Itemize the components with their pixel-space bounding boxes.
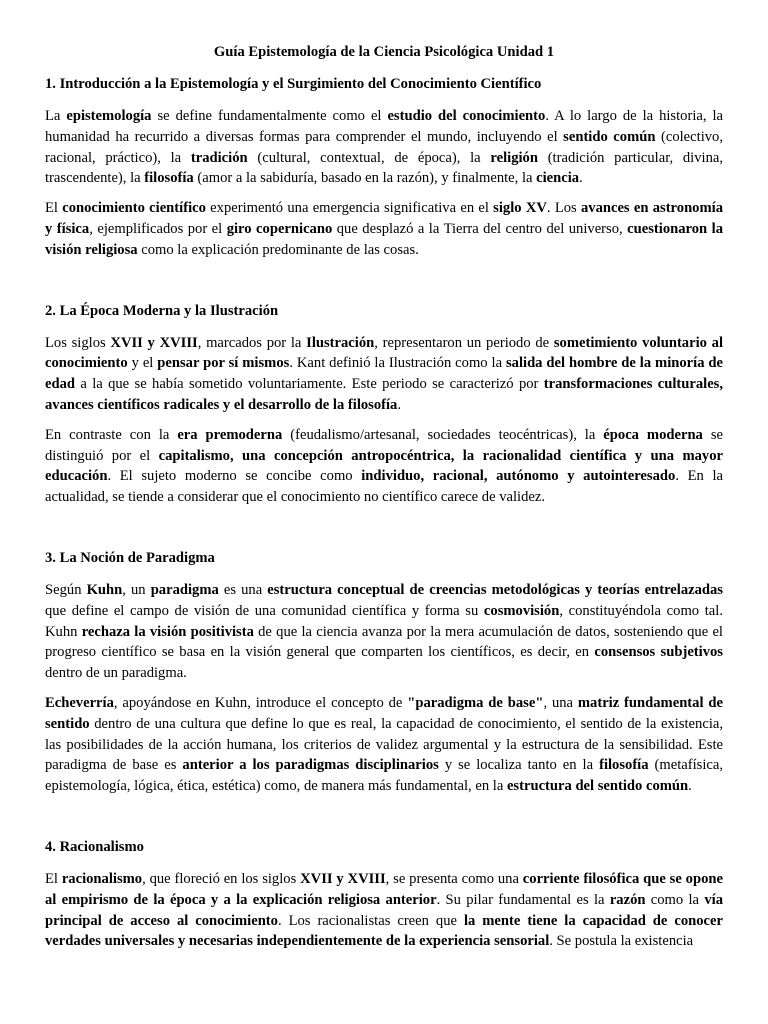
- bold-term: estudio del conocimiento: [387, 108, 546, 124]
- paragraph: [45, 106, 723, 189]
- section-heading: 4. Racionalismo: [45, 838, 144, 855]
- section-1: [45, 74, 723, 261]
- text-run: como la explicación predominante de las cosas.: [137, 241, 419, 258]
- bold-term: filosofía: [144, 170, 194, 187]
- bold-term: anterior a los paradigmas disciplinarios: [182, 757, 439, 774]
- bold-term: sentido común: [563, 128, 656, 145]
- document-page: [45, 42, 723, 961]
- text-run: experimentó una emergencia significativa en el: [205, 200, 494, 217]
- paragraph: [45, 869, 723, 952]
- section-3: [45, 548, 723, 797]
- text-run: se define fundamentalmente como el: [151, 108, 388, 124]
- text-run: y el: [127, 355, 158, 372]
- text-run: , una: [543, 694, 578, 711]
- text-run: se distinguió por el: [45, 426, 723, 464]
- bold-term: "paradigma de base": [407, 694, 544, 711]
- text-run: (tradición particular, divina, trascendente), la: [45, 149, 723, 187]
- bold-term: cuestionaron la visión religiosa: [45, 220, 723, 258]
- bold-term: giro copernicano: [226, 220, 333, 237]
- text-run: (metafísica, epistemología, lógica, ética, estética) como, de manera más fundamental, en la: [45, 757, 724, 795]
- text-run: (colectivo, racional, práctico), la: [45, 128, 723, 166]
- bold-term: época moderna: [603, 426, 703, 443]
- text-run: , representaron un periodo de: [374, 334, 554, 351]
- bold-term: sometimiento voluntario al conocimiento: [45, 334, 724, 372]
- text-run: , marcados por la: [197, 334, 307, 351]
- text-run: El: [45, 870, 62, 887]
- paragraph: [45, 425, 723, 508]
- text-run: que define el campo de visión de una comunidad científica y forma su: [45, 602, 484, 619]
- bold-term: Echeverría: [45, 694, 114, 711]
- bold-term: paradigma: [150, 581, 219, 598]
- bold-term: tradición: [190, 149, 248, 166]
- bold-term: conocimiento científico: [62, 200, 206, 217]
- bold-term: pensar por sí mismos: [157, 355, 290, 372]
- text-run: .: [397, 396, 402, 413]
- text-run: . Los: [546, 200, 581, 217]
- text-run: y se localiza tanto en la: [438, 757, 600, 774]
- text-run: es una: [218, 581, 268, 598]
- text-run: .: [579, 170, 583, 187]
- document-title: Guía Epistemología de la Ciencia Psicológica Unidad 1: [213, 44, 555, 60]
- text-run: (feudalismo/artesanal, sociedades teocéntricas), la: [282, 426, 604, 443]
- text-run: . Su pilar fundamental es la: [436, 891, 610, 908]
- bold-term: Ilustración: [306, 334, 375, 351]
- bold-term: racionalismo: [61, 870, 143, 887]
- text-run: , un: [122, 581, 151, 598]
- text-run: Los siglos: [45, 334, 111, 351]
- bold-term: vía principal de acceso al conocimiento: [45, 891, 723, 929]
- text-run: , que floreció en los siglos: [142, 870, 301, 887]
- bold-term: XVII y XVIII: [110, 334, 198, 351]
- text-run: dentro de un paradigma.: [45, 665, 187, 682]
- bold-term: filosofía: [599, 757, 649, 774]
- text-run: Según: [45, 581, 87, 598]
- text-run: La: [45, 108, 67, 124]
- bold-term: capitalismo, una concepción antropocéntrica, la racionalidad científica y una mayor educación: [45, 447, 723, 485]
- bold-term: transformaciones culturales, avances científicos radicales y el desarrollo de la filosofía: [45, 376, 723, 413]
- text-run: de que la ciencia avanza por la mera acumulación de datos, sosteniendo que el progreso científico se basa en la visión general que comparten los científicos, es decir, en: [45, 623, 723, 661]
- text-run: . A lo largo de la historia, la humanidad ha recurrido a diversas formas para comprender el mundo, incluyendo el: [45, 108, 723, 145]
- bold-term: siglo XV: [493, 200, 547, 217]
- text-run: , se presenta como una: [385, 870, 523, 887]
- text-run: . Se postula la existencia: [549, 933, 694, 950]
- section-heading: 3. La Noción de Paradigma: [45, 549, 215, 566]
- section-heading: 1. Introducción a la Epistemología y el Surgimiento del Conocimiento Científico: [45, 76, 542, 92]
- section-2: [45, 301, 723, 508]
- text-run: . En la actualidad, se tiende a considerar que el conocimiento no científico carece de validez.: [45, 468, 723, 506]
- text-run: dentro de una cultura que define lo que es real, la capacidad de conocimiento, el sentido de la existencia, las posibilidades de la acción humana, los criterios de validez argumental y la estructura de la sensibilidad. Este paradigma de base es: [45, 715, 723, 774]
- bold-term: avances en astronomía y física: [45, 200, 723, 237]
- text-run: El: [45, 200, 63, 217]
- bold-term: estructura conceptual de creencias metodológicas y teorías entrelazadas: [267, 581, 723, 598]
- paragraph: [45, 693, 723, 797]
- bold-term: ciencia: [536, 170, 580, 187]
- text-run: . Los racionalistas creen que: [277, 912, 464, 929]
- bold-term: salida del hombre de la minoría de edad: [45, 355, 723, 393]
- bold-term: XVII y XVIII: [300, 870, 386, 887]
- bold-term: era premoderna: [177, 426, 283, 443]
- paragraph: [45, 198, 723, 260]
- paragraph: [45, 333, 723, 416]
- text-run: como la: [645, 891, 705, 908]
- bold-term: cosmovisión: [483, 602, 560, 619]
- text-run: . Kant definió la Ilustración como la: [289, 355, 506, 372]
- document-body: [45, 74, 723, 952]
- bold-term: religión: [490, 149, 538, 166]
- bold-term: matriz fundamental de sentido: [45, 694, 723, 732]
- text-run: , apoyándose en Kuhn, introduce el concepto de: [113, 694, 408, 711]
- text-run: a la que se había sometido voluntariamente. Este periodo se caracterizó por: [75, 376, 544, 393]
- bold-term: Kuhn: [86, 581, 123, 598]
- text-run: , constituyéndola como tal. Kuhn: [45, 602, 723, 640]
- bold-term: consensos subjetivos: [594, 644, 723, 661]
- text-run: , ejemplificados por el: [89, 220, 227, 237]
- text-run: .: [688, 778, 692, 795]
- bold-term: individuo, racional, autónomo y autointeresado: [361, 468, 676, 485]
- text-run: (cultural, contextual, de época), la: [247, 149, 491, 166]
- section-4: [45, 837, 723, 952]
- text-run: En contraste con la: [45, 426, 178, 443]
- bold-term: estructura del sentido común: [506, 778, 689, 795]
- bold-term: razón: [609, 891, 646, 908]
- paragraph: [45, 580, 723, 684]
- bold-term: epistemología: [66, 108, 152, 124]
- text-run: . El sujeto moderno se concibe como: [107, 468, 362, 485]
- bold-term: la mente tiene la capacidad de conocer verdades universales y necesarias independientemente de la experiencia sensorial: [45, 912, 723, 950]
- text-run: (amor a la sabiduría, basado en la razón), y finalmente, la: [193, 170, 537, 187]
- text-run: que desplazó a la Tierra del centro del universo,: [332, 220, 628, 237]
- bold-term: corriente filosófica que se opone al empirismo de la época y a la explicación religiosa anterior: [45, 870, 723, 908]
- section-heading: 2. La Época Moderna y la Ilustración: [45, 302, 279, 319]
- bold-term: rechaza la visión positivista: [81, 623, 254, 640]
